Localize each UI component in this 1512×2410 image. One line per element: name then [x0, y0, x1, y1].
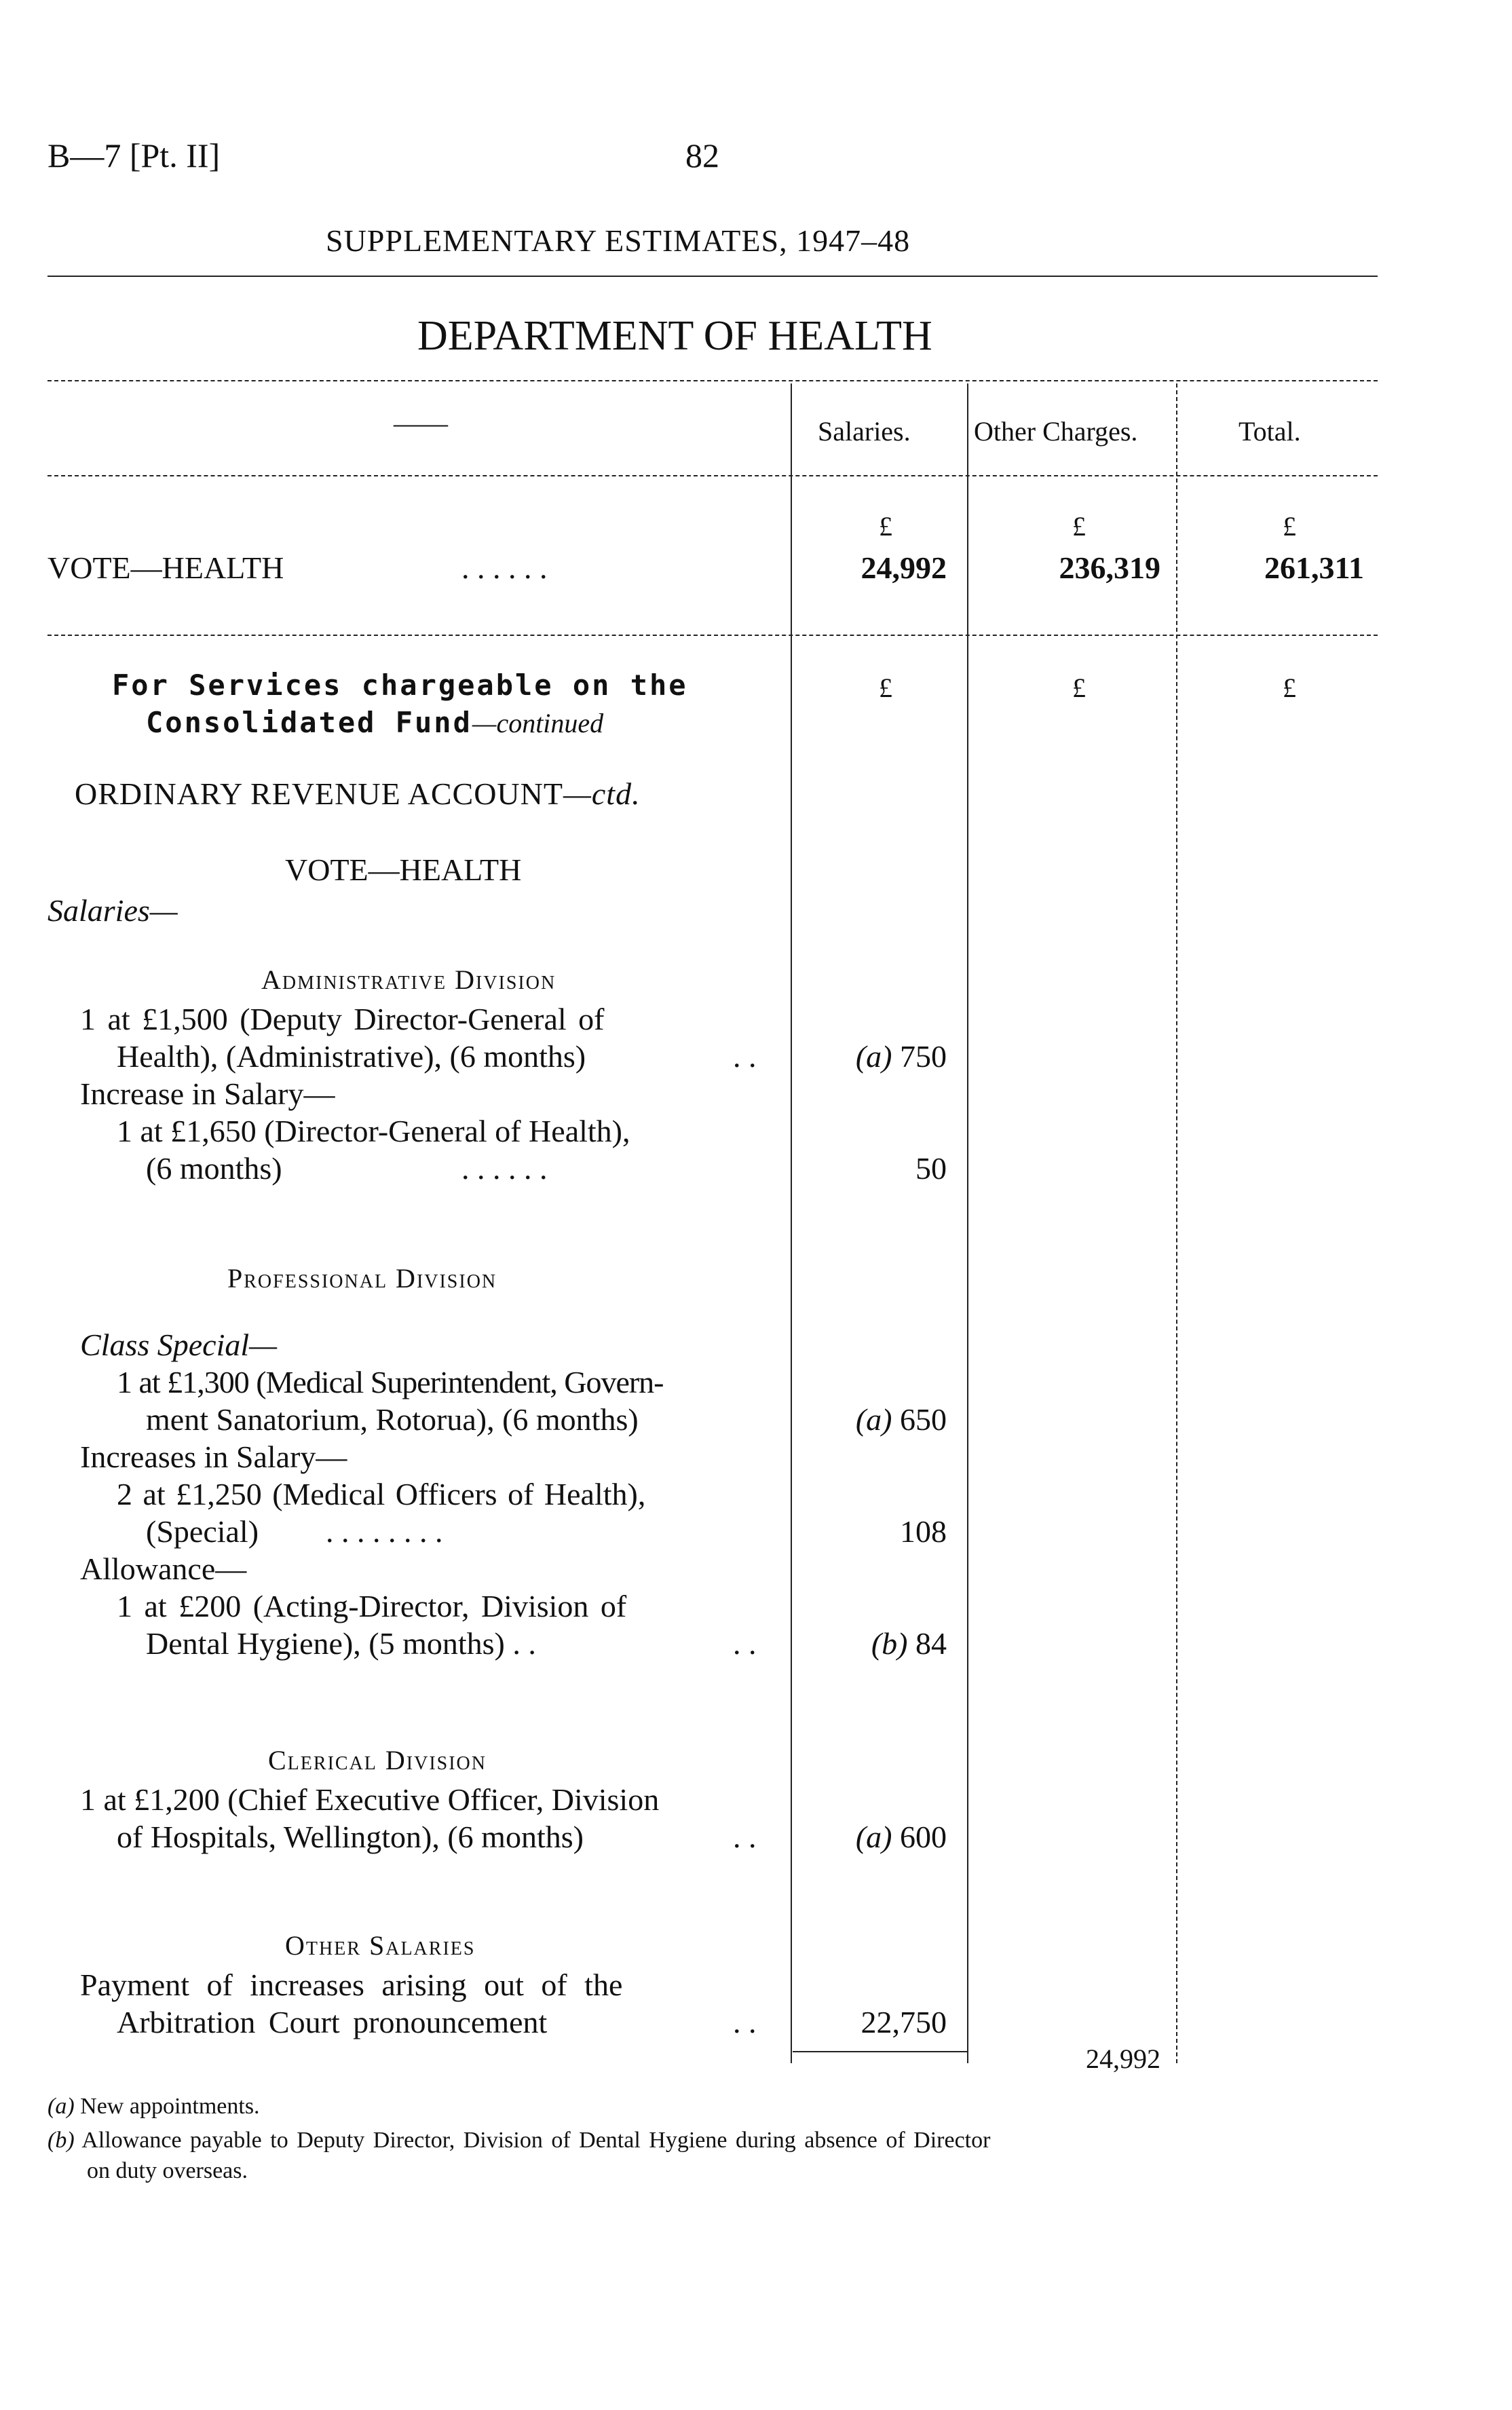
salaries-subtotal-rule	[793, 2051, 967, 2052]
administrative-line-3: Increase in Salary—	[80, 1076, 335, 1111]
header-rule	[48, 276, 1378, 277]
clerical-line-2: of Hospitals, Wellington), (6 months)	[117, 1820, 584, 1854]
administrative-division-heading: Administrative Division	[261, 964, 556, 995]
section-salaries-currency: £	[879, 673, 892, 703]
account-name: ORDINARY REVENUE ACCOUNT	[75, 776, 563, 811]
summary-total-currency: £	[1283, 511, 1296, 542]
professional-line-8: Dental Hygiene), (5 months) . .	[146, 1626, 536, 1661]
clerical-division-heading: Clerical Division	[268, 1745, 487, 1775]
summary-other-value: 236,319	[1059, 550, 1160, 585]
summary-salaries-value: 24,992	[861, 550, 947, 585]
footnote-b-mark: (b)	[48, 2128, 75, 2153]
professional-line-3: Increases in Salary—	[80, 1439, 347, 1474]
professional-division-heading: Professional Division	[227, 1263, 497, 1294]
vote-heading: VOTE—HEALTH	[285, 852, 522, 887]
administrative-line-2: Health), (Administrative), (6 months)	[117, 1039, 586, 1074]
summary-other-currency: £	[1072, 511, 1086, 542]
footnote-b	[48, 2128, 990, 2153]
summary-label: VOTE—HEALTH	[48, 550, 284, 585]
other-salaries-amount-1: 22,750	[861, 2005, 947, 2039]
clerical-amount-1	[797, 1819, 947, 1855]
section-heading-continued: —continued	[472, 708, 604, 738]
other-salaries-heading: Other Salaries	[285, 1930, 476, 1961]
section-total-currency: £	[1283, 673, 1296, 703]
section-heading-line1: For Services chargeable on the	[112, 669, 688, 702]
clerical-line-1: 1 at £1,200 (Chief Executive Officer, Division	[80, 1782, 660, 1817]
title-rule	[48, 380, 1378, 381]
salaries-subtotal: 24,992	[1086, 2044, 1160, 2074]
administrative-amount-2: 50	[915, 1151, 947, 1186]
section-other-currency: £	[1072, 673, 1086, 703]
account-heading	[75, 776, 641, 812]
footnote-b-text: Allowance payable to Deputy Director, Division of Dental Hygiene during absence of Director	[81, 2128, 991, 2153]
running-title: SUPPLEMENTARY ESTIMATES, 1947–48	[326, 223, 911, 258]
summary-total-value: 261,311	[1264, 550, 1364, 585]
professional-amount-1-note: (a)	[855, 1402, 892, 1437]
other-salaries-line-2-dots: . .	[733, 2005, 757, 2039]
page-number: 82	[685, 136, 719, 174]
professional-amount-1	[797, 1401, 947, 1437]
summary-rule	[48, 635, 1378, 636]
footnote-a	[48, 2094, 260, 2120]
professional-line-2: ment Sanatorium, Rotorua), (6 months)	[146, 1402, 639, 1437]
administrative-amount-1-note: (a)	[855, 1039, 892, 1074]
summary-dots: . . . . . .	[461, 550, 548, 585]
section-heading-line2	[146, 706, 603, 739]
other-salaries-line-2: Arbitration Court pronouncement	[117, 2005, 548, 2039]
other-charges-column-heading: Other Charges.	[974, 416, 1138, 447]
professional-line-4: 2 at £1,250 (Medical Officers of Health),	[117, 1477, 646, 1511]
professional-line-8-dots: . .	[733, 1626, 757, 1661]
section-heading-fund: Consolidated Fund	[146, 706, 472, 739]
professional-amount-3	[797, 1625, 947, 1661]
summary-salaries-currency: £	[879, 511, 892, 542]
account-continued: —ctd.	[563, 776, 641, 811]
column-heading-rule	[48, 475, 1378, 476]
salaries-column-heading: Salaries.	[818, 416, 911, 447]
document-reference: B—7 [Pt. II]	[48, 136, 221, 174]
administrative-line-1: 1 at £1,500 (Deputy Director-General of	[80, 1002, 605, 1036]
administrative-amount-1-value: 750	[900, 1039, 947, 1074]
administrative-line-5-dots: . . . . . .	[461, 1151, 548, 1186]
total-column-heading: Total.	[1239, 416, 1301, 447]
footnote-a-mark: (a)	[48, 2094, 75, 2119]
footnote-b-continuation: on duty overseas.	[87, 2158, 248, 2183]
clerical-line-2-dots: . .	[733, 1820, 757, 1854]
professional-amount-1-value: 650	[900, 1402, 947, 1437]
professional-amount-3-value: 84	[915, 1626, 947, 1661]
professional-class: Class Special—	[80, 1328, 278, 1362]
professional-line-5: (Special)	[146, 1514, 259, 1549]
blank-column-heading: ——	[394, 408, 448, 438]
professional-amount-3-note: (b)	[871, 1626, 908, 1661]
other-salaries-line-1: Payment of increases arising out of the	[80, 1967, 623, 2002]
professional-line-6: Allowance—	[80, 1551, 247, 1586]
professional-line-5-dots: . . . . . . . .	[326, 1514, 443, 1549]
clerical-amount-1-value: 600	[900, 1820, 947, 1854]
salaries-heading: Salaries—	[48, 893, 178, 928]
administrative-amount-1	[797, 1038, 947, 1074]
footnote-a-text: New appointments.	[80, 2094, 260, 2119]
professional-line-1: 1 at £1,300 (Medical Superintendent, Govern-	[117, 1365, 664, 1399]
professional-line-7: 1 at £200 (Acting-Director, Division of	[117, 1589, 627, 1623]
clerical-amount-1-note: (a)	[855, 1820, 892, 1854]
administrative-line-2-dots: . .	[733, 1039, 757, 1074]
department-title: DEPARTMENT OF HEALTH	[417, 313, 932, 359]
professional-amount-2: 108	[900, 1514, 947, 1549]
administrative-line-4: 1 at £1,650 (Director-General of Health),	[117, 1114, 630, 1148]
administrative-line-5: (6 months)	[146, 1151, 282, 1186]
